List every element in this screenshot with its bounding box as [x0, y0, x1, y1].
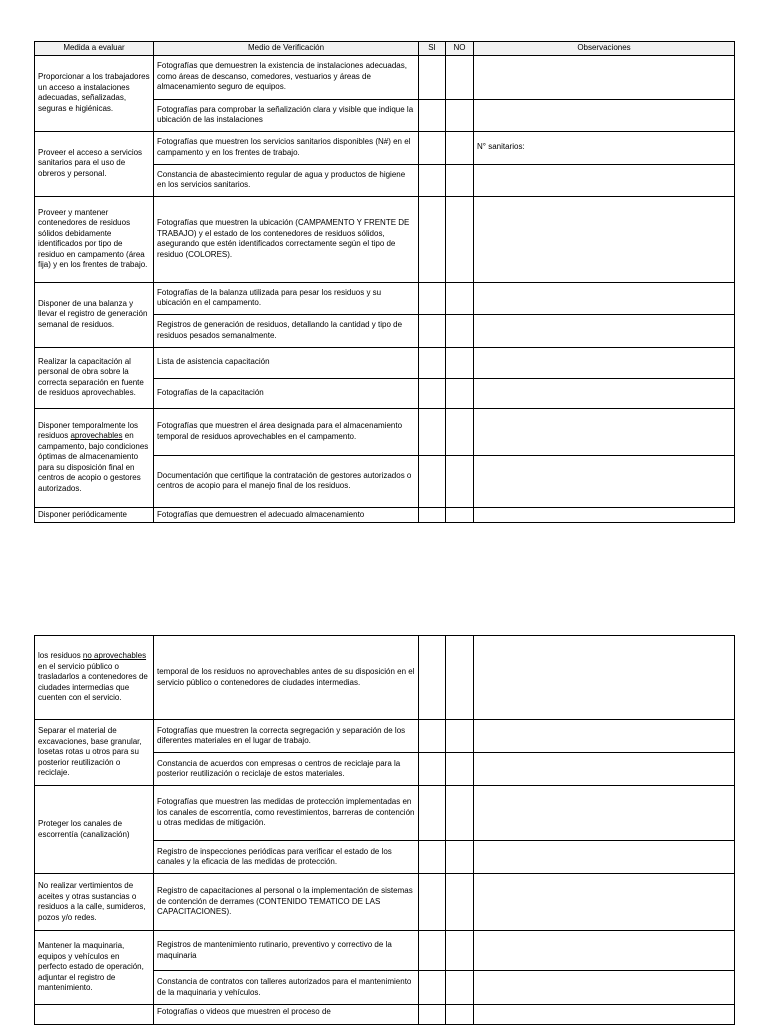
si-cell[interactable]: [419, 99, 446, 131]
no-cell[interactable]: [446, 455, 474, 507]
medio-cell: temporal de los residuos no aprovechables antes de su disposición en el servicio público o contenedores de ciudades intermedias.: [154, 636, 419, 720]
no-cell[interactable]: [446, 636, 474, 720]
no-cell[interactable]: [446, 971, 474, 1005]
medio-cell: Fotografías que demuestren la existencia de instalaciones adecuadas, como áreas de descanso, comedores, vestuarios y áreas de almacenamiento seguro de equipos.: [154, 55, 419, 99]
observaciones-cell[interactable]: [474, 314, 735, 347]
si-cell[interactable]: [419, 636, 446, 720]
observaciones-cell[interactable]: N° sanitarios:: [474, 131, 735, 164]
observaciones-cell[interactable]: [474, 720, 735, 753]
header-si: SI: [419, 42, 446, 56]
no-cell[interactable]: [446, 314, 474, 347]
observaciones-cell[interactable]: [474, 347, 735, 378]
medio-cell: Registros de mantenimiento rutinario, preventivo y correctivo de la maquinaria: [154, 931, 419, 971]
si-cell[interactable]: [419, 971, 446, 1005]
si-cell[interactable]: [419, 164, 446, 196]
table-row: [35, 507, 735, 523]
no-cell[interactable]: [446, 55, 474, 99]
medio-cell: Fotografías que muestren el área designada para el almacenamiento temporal de residuos aprovechables en el campamento.: [154, 408, 419, 455]
si-cell[interactable]: [419, 874, 446, 931]
no-cell[interactable]: [446, 931, 474, 971]
medio-cell: Lista de asistencia capacitación: [154, 347, 419, 378]
si-cell[interactable]: [419, 282, 446, 314]
observaciones-cell[interactable]: [474, 1005, 735, 1025]
no-cell[interactable]: [446, 347, 474, 378]
medio-cell: Constancia de contratos con talleres autorizados para el mantenimiento de la maquinaria y vehículos.: [154, 971, 419, 1005]
medida-underlined-text: no aprovechables: [82, 651, 147, 661]
table-row: [35, 282, 735, 314]
no-cell[interactable]: [446, 1005, 474, 1025]
medio-cell: Fotografías que muestren la ubicación (CAMPAMENTO Y FRENTE DE TRABAJO) y el estado de los contenedores de residuos sólidos, asegurando que estén identificados correctamente según el tipo de residuo (COLORES).: [154, 196, 419, 282]
table-row: [35, 55, 735, 99]
medida-cell: Disponer de una balanza y llevar el registro de generación semanal de residuos.: [35, 282, 154, 347]
medio-cell: Constancia de abastecimiento regular de agua y productos de higiene en los servicios sanitarios.: [154, 164, 419, 196]
no-cell[interactable]: [446, 131, 474, 164]
observaciones-cell[interactable]: [474, 507, 735, 523]
observaciones-cell[interactable]: [474, 874, 735, 931]
medio-cell: Fotografías para comprobar la señalización clara y visible que indique la ubicación de las instalaciones: [154, 99, 419, 131]
table-row: [35, 786, 735, 841]
observaciones-cell[interactable]: [474, 841, 735, 874]
medio-cell: Registro de capacitaciones al personal o la implementación de sistemas de contención de derrames (CONTENIDO TEMATICO DE LAS CAPACITACIONES).: [154, 874, 419, 931]
medida-cell: Proporcionar a los trabajadores un acceso a instalaciones adecuadas, señalizadas, seguras e higiénicas.: [35, 55, 154, 131]
table-row: [35, 636, 735, 720]
medida-cell: No realizar vertimientos de aceites y otras sustancias o residuos a la calle, sumideros, pozos y/o redes.: [35, 874, 154, 931]
medio-cell: Fotografías o videos que muestren el proceso de: [154, 1005, 419, 1025]
medida-text: Disponer temporalmente los residuos: [38, 420, 139, 441]
no-cell[interactable]: [446, 196, 474, 282]
si-cell[interactable]: [419, 720, 446, 753]
table-row: [35, 347, 735, 378]
header-no: NO: [446, 42, 474, 56]
medida-text: en campamento, bajo condiciones óptimas de almacenamiento para su disposición final en centros de acopio o gestores autorizados.: [38, 431, 149, 493]
si-cell[interactable]: [419, 314, 446, 347]
no-cell[interactable]: [446, 164, 474, 196]
medio-cell: Registro de inspecciones periódicas para verificar el estado de los canales y la eficacia de las medidas de protección.: [154, 841, 419, 874]
si-cell[interactable]: [419, 196, 446, 282]
medida-cell: Proveer el acceso a servicios sanitarios para el uso de obreros y personal.: [35, 131, 154, 196]
observaciones-cell[interactable]: [474, 196, 735, 282]
observaciones-cell[interactable]: [474, 408, 735, 455]
si-cell[interactable]: [419, 753, 446, 786]
no-cell[interactable]: [446, 786, 474, 841]
no-cell[interactable]: [446, 378, 474, 408]
si-cell[interactable]: [419, 55, 446, 99]
observaciones-cell[interactable]: [474, 971, 735, 1005]
verification-table-page-2: [34, 635, 735, 1025]
medida-cell: Separar el material de excavaciones, base granular, losetas rotas u otros para su posterior reutilización o reciclaje.: [35, 720, 154, 786]
observaciones-cell[interactable]: [474, 753, 735, 786]
medida-cell: Disponer periódicamente: [35, 507, 154, 523]
medio-cell: Fotografías de la balanza utilizada para pesar los residuos y su ubicación en el campamento.: [154, 282, 419, 314]
medio-cell: Fotografías que muestren las medidas de protección implementadas en los canales de escorrentía, como revestimientos, barreras de contención u otras medidas de mitigación.: [154, 786, 419, 841]
si-cell[interactable]: [419, 455, 446, 507]
medio-cell: Registros de generación de residuos, detallando la cantidad y tipo de residuos pesados semanalmente.: [154, 314, 419, 347]
medida-cell: [35, 636, 154, 720]
si-cell[interactable]: [419, 1005, 446, 1025]
observaciones-cell[interactable]: [474, 931, 735, 971]
observaciones-cell[interactable]: [474, 55, 735, 99]
table-header-row: [35, 42, 735, 56]
observaciones-cell[interactable]: [474, 282, 735, 314]
medio-cell: Fotografías de la capacitación: [154, 378, 419, 408]
no-cell[interactable]: [446, 408, 474, 455]
verification-table-page-1: [34, 41, 735, 523]
header-medida: Medida a evaluar: [35, 42, 154, 56]
medio-cell: Fotografías que muestren la correcta segregación y separación de los diferentes materiales en el lugar de trabajo.: [154, 720, 419, 753]
si-cell[interactable]: [419, 507, 446, 523]
si-cell[interactable]: [419, 931, 446, 971]
si-cell[interactable]: [419, 408, 446, 455]
table-row: [35, 408, 735, 455]
table-row: [35, 720, 735, 753]
observaciones-cell[interactable]: [474, 636, 735, 720]
medio-cell: Fotografías que muestren los servicios sanitarios disponibles (N#) en el campamento y en los frentes de trabajo.: [154, 131, 419, 164]
medida-cell: Realizar la capacitación al personal de obra sobre la correcta separación en fuente de residuos aprovechables.: [35, 347, 154, 408]
table-row: [35, 874, 735, 931]
medio-cell: Constancia de acuerdos con empresas o centros de reciclaje para la posterior reutilización o reciclaje de estos materiales.: [154, 753, 419, 786]
no-cell[interactable]: [446, 720, 474, 753]
table-row: [35, 131, 735, 164]
no-cell[interactable]: [446, 99, 474, 131]
medida-text: los residuos: [38, 651, 83, 661]
medida-underlined-text: aprovechables: [70, 431, 123, 441]
observaciones-cell[interactable]: [474, 786, 735, 841]
si-cell[interactable]: [419, 347, 446, 378]
si-cell[interactable]: [419, 841, 446, 874]
observaciones-cell[interactable]: [474, 455, 735, 507]
table-row: [35, 196, 735, 282]
no-cell[interactable]: [446, 507, 474, 523]
observaciones-cell[interactable]: [474, 378, 735, 408]
no-cell[interactable]: [446, 874, 474, 931]
si-cell[interactable]: [419, 786, 446, 841]
table-row: [35, 1005, 735, 1025]
medida-cell: Proteger los canales de escorrentía (canalización): [35, 786, 154, 874]
no-cell[interactable]: [446, 841, 474, 874]
no-cell[interactable]: [446, 282, 474, 314]
header-observaciones: Observaciones: [474, 42, 735, 56]
observaciones-cell[interactable]: [474, 99, 735, 131]
medida-cell: Mantener la maquinaria, equipos y vehículos en perfecto estado de operación, adjuntar el registro de mantenimiento.: [35, 931, 154, 1005]
medida-cell: Proveer y mantener contenedores de residuos sólidos debidamente identificados por tipo de residuo en campamento (área fija) y en los frentes de trabajo.: [35, 196, 154, 282]
header-medio: Medio de Verificación: [154, 42, 419, 56]
medida-cell: [35, 408, 154, 507]
si-cell[interactable]: [419, 378, 446, 408]
medio-cell: Documentación que certifique la contratación de gestores autorizados o centros de acopio para el manejo final de los residuos.: [154, 455, 419, 507]
table-row: [35, 931, 735, 971]
no-cell[interactable]: [446, 753, 474, 786]
si-cell[interactable]: [419, 131, 446, 164]
medio-cell: Fotografías que demuestren el adecuado almacenamiento: [154, 507, 419, 523]
medida-text: en el servicio público o trasladarlos a contenedores de ciudades intermedias que cuenten con el servicio.: [38, 661, 148, 703]
observaciones-cell[interactable]: [474, 164, 735, 196]
medida-cell: [35, 1005, 154, 1025]
